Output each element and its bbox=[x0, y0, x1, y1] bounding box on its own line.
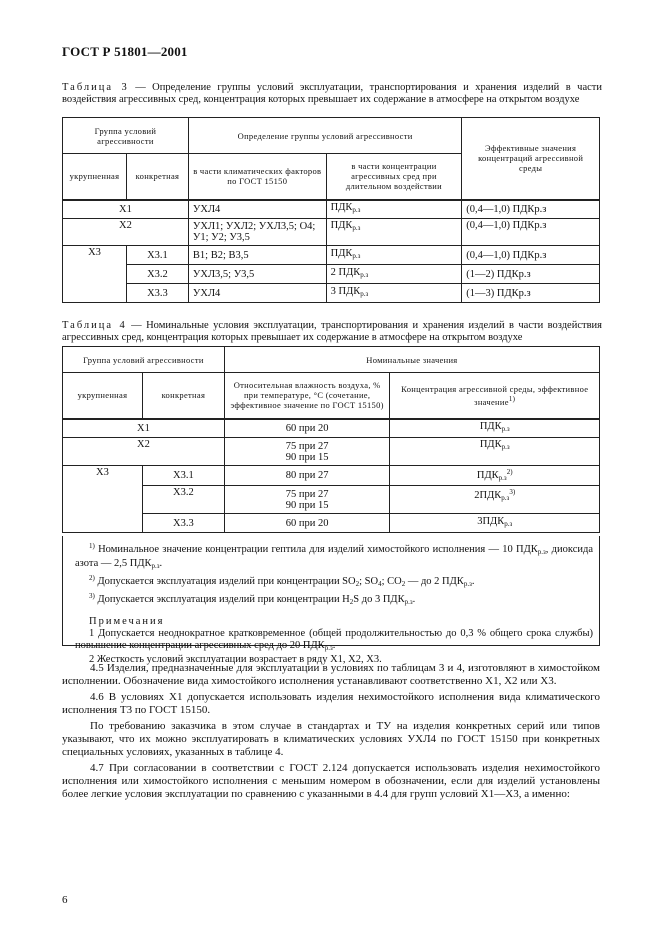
standard-header: ГОСТ Р 51801—2001 bbox=[62, 44, 188, 59]
table4-caption bbox=[62, 320, 602, 344]
table-3 bbox=[62, 117, 600, 303]
t4-header-humidity: Относительная влажность воздуха, % при температуре, °С (сочетание, эффективное значение по ГОСТ 15150) bbox=[224, 373, 390, 419]
t4-sub-x31: Х3.1 bbox=[142, 466, 224, 486]
t4-header-enlarged: укрупненная bbox=[63, 373, 143, 419]
t3-conc-x31: $ПДК_{р.з}$ bbox=[326, 246, 462, 265]
t3-header-concentration: в части концентрации агрессивных сред при длительном воздействии bbox=[326, 154, 462, 200]
t3-sub-x31: Х3.1 bbox=[126, 246, 188, 265]
table4-caption-text: — Номинальные условия эксплуатации, транспортирования и хранения изделий в части воздействия агрессивных сред, концентрация которых превышает их содержание в атмосфере на открытом воздухе bbox=[62, 320, 602, 343]
t3-group-x3: Х3 bbox=[63, 246, 127, 303]
paragraph-4-5: 4.5 Изделия, предназначенные для эксплуатации в условиях по таблицам 3 и 4, изготовляют в химостойком исполнении. Обозначение вида химостойкого исполнения устанавливают соответственно Х1, Х2 или Х3. bbox=[62, 662, 600, 687]
t3-conc-x2: $ПДК_{р.з}$ bbox=[326, 219, 462, 246]
t3-group-x2: Х2 bbox=[63, 219, 189, 246]
note-2: 2 Жесткость условий эксплуатации возрастает в ряду Х1, Х2, Х3. bbox=[89, 654, 382, 665]
t4-group-x1: Х1 bbox=[63, 419, 225, 438]
t4-header-concentration: Концентрация агрессивной среды, эффективное значение$^{1)}$ bbox=[390, 373, 600, 419]
table3-caption-label: Таблица 3 bbox=[62, 82, 129, 93]
t3-header-group: Группа условий агрессивности bbox=[63, 118, 189, 154]
footnote-3: $^{3)}$ Допускается эксплуатация изделий при концентрации $H_2S$ до 3 $ПДК_{р.з}$. bbox=[89, 592, 416, 606]
t4-conc-x33: $3ПДК_{р.з}$ bbox=[390, 514, 600, 533]
t3-clim-x2: УХЛ1; УХЛ2; УХЛ3,5; О4; У1; У2; У3,5 bbox=[188, 219, 326, 246]
table4-caption-label: Таблица 4 bbox=[62, 320, 127, 331]
t4-header-group: Группа условий агрессивности bbox=[63, 347, 225, 373]
page-number: 6 bbox=[62, 894, 68, 906]
table-4 bbox=[62, 346, 600, 533]
t4-hum-x31: 80 при 27 bbox=[224, 466, 390, 486]
t4-header-nominal: Номинальные значения bbox=[224, 347, 599, 373]
t4-hum-x2: 75 при 27 90 при 15 bbox=[224, 438, 390, 466]
t3-clim-x33: УХЛ4 bbox=[188, 284, 326, 303]
t3-header-climatic: в части климатических факторов по ГОСТ 15150 bbox=[188, 154, 326, 200]
t4-group-x2: Х2 bbox=[63, 438, 225, 466]
t3-clim-x32: УХЛ3,5; У3,5 bbox=[188, 265, 326, 284]
paragraph-4-6: 4.6 В условиях Х1 допускается использовать изделия нехимостойкого исполнения вида климатического исполнения Т3 по ГОСТ 15150. bbox=[62, 691, 600, 716]
t4-conc-x31: $ПДК_{р.з}^{2)}$ bbox=[390, 466, 600, 486]
t3-eff-x33: (1—3) ПДКр.з bbox=[462, 284, 600, 303]
paragraph-4-6-cont: По требованию заказчика в этом случае в стандартах и ТУ на изделия конкретных серий или типов указывают, что их можно эксплуатировать в климатических условиях УХЛ4 по ГОСТ 15150 при конкретных специальных условиях, указанных в таблице 4. bbox=[62, 720, 600, 758]
t4-hum-x32: 75 при 27 90 при 15 bbox=[224, 486, 390, 514]
t3-conc-x32: 2 $ПДК_{р.з}$ bbox=[326, 265, 462, 284]
t4-header-specific: конкретная bbox=[142, 373, 224, 419]
t3-eff-x32: (1—2) ПДКр.з bbox=[462, 265, 600, 284]
t3-conc-x1: $ПДК_{р.з}$ bbox=[326, 200, 462, 219]
notes-label: Примечания bbox=[89, 616, 165, 627]
table4-footnotes bbox=[62, 536, 600, 665]
t3-header-effective: Эффективные значения концентраций агрессивной среды bbox=[462, 118, 600, 200]
body-text bbox=[62, 662, 600, 804]
table3-caption bbox=[62, 82, 602, 106]
t4-sub-x33: Х3.3 bbox=[142, 514, 224, 533]
t4-conc-x2: $ПДК_{р.з}$ bbox=[390, 438, 600, 466]
t3-sub-x32: Х3.2 bbox=[126, 265, 188, 284]
t3-eff-x1: (0,4—1,0) ПДКр.з bbox=[462, 200, 600, 219]
t3-header-enlarged: укрупненная bbox=[63, 154, 127, 200]
t3-header-specific: конкретная bbox=[126, 154, 188, 200]
t3-eff-x2: (0,4—1,0) ПДКр.з bbox=[462, 219, 600, 246]
t3-header-definition: Определение группы условий агрессивности bbox=[188, 118, 461, 154]
t3-eff-x31: (0,4—1,0) ПДКр.з bbox=[462, 246, 600, 265]
footnote-1: $^{1)}$ Номинальное значение концентрации гептила для изделий химостойкого исполнения — 10 $ПДК_{р.з}$, диоксида азота — 2,5 $ПДК_{р.з}$. bbox=[75, 542, 593, 570]
note-1: 1 Допускается неоднократное кратковременное (общей продолжительностью до 0,3 % общего срока службы) повышение концентрации агрессивных сред до 20 $ПДК_{р.з}$. bbox=[75, 628, 593, 652]
paragraph-4-7: 4.7 При согласовании в соответствии с ГОСТ 2.124 допускается использовать изделия нехимостойкого исполнения или химостойкого исполнения с меньшим номером в обозначении, если для изделий установлены более легкие условия эксплуатации по сравнению с указанными в 4.4 для групп условий Х1—Х3, а именно: bbox=[62, 762, 600, 800]
t3-group-x1: Х1 bbox=[63, 200, 189, 219]
table3-caption-text: — Определение группы условий эксплуатации, транспортирования и хранения изделий в части воздействия агрессивных сред, концентрация которых превышает их содержание в атмосфере на открытом воздухе bbox=[62, 82, 602, 105]
t3-clim-x31: В1; В2; В3,5 bbox=[188, 246, 326, 265]
t3-sub-x33: Х3.3 bbox=[126, 284, 188, 303]
t4-hum-x33: 60 при 20 bbox=[224, 514, 390, 533]
t3-conc-x33: 3 $ПДК_{р.з}$ bbox=[326, 284, 462, 303]
t4-conc-x32: $2ПДК_{р.з}^{3)}$ bbox=[390, 486, 600, 514]
t3-clim-x1: УХЛ4 bbox=[188, 200, 326, 219]
t4-hum-x1: 60 при 20 bbox=[224, 419, 390, 438]
t4-conc-x1: $ПДК_{р.з}$ bbox=[390, 419, 600, 438]
t4-sub-x32: Х3.2 bbox=[142, 486, 224, 514]
footnote-2: $^{2)}$ Допускается эксплуатация изделий при концентрации $SO_2$; $SO_4$; $CO_2$ — до 2 $ПДК_{р.з}$. bbox=[89, 574, 475, 588]
t4-group-x3: Х3 bbox=[63, 466, 143, 533]
